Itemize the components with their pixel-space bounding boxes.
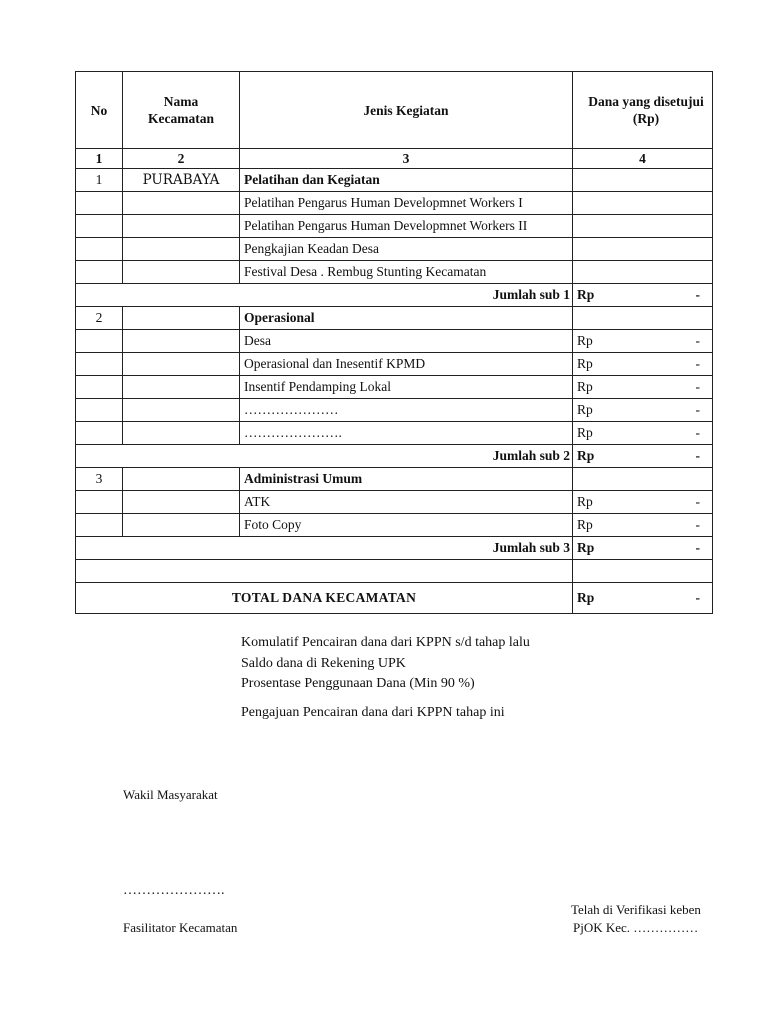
- subtotal-row: [76, 445, 713, 468]
- amount-cell: [573, 261, 713, 284]
- item-row: [76, 399, 713, 422]
- section-title: Operasional: [240, 307, 573, 330]
- amount: [577, 494, 708, 510]
- amount: [577, 517, 708, 533]
- amount-cell: [573, 399, 713, 422]
- kecamatan-cell: [123, 376, 240, 399]
- amount-cell: [573, 583, 713, 614]
- header-dana: Dana yang disetujui (Rp): [573, 72, 713, 149]
- table-header-row: [76, 72, 713, 149]
- column-number: 2: [123, 149, 240, 169]
- section-title: Administrasi Umum: [240, 468, 573, 491]
- item-row: [76, 422, 713, 445]
- item-label: …………………: [240, 399, 573, 422]
- currency-label: Rp: [577, 402, 593, 417]
- amount-cell: [573, 537, 713, 560]
- kecamatan-cell: [123, 261, 240, 284]
- row-number: 1: [76, 169, 123, 192]
- amount: [577, 356, 708, 372]
- row-number: [76, 422, 123, 445]
- kecamatan-cell: [123, 330, 240, 353]
- row-number: [76, 399, 123, 422]
- wakil-masyarakat-label: Wakil Masyarakat: [123, 787, 218, 802]
- item-label: Festival Desa . Rembug Stunting Kecamatan: [240, 261, 573, 284]
- amount-cell: [573, 468, 713, 491]
- kecamatan-cell: [123, 491, 240, 514]
- currency-label: Rp: [577, 590, 595, 605]
- budget-table: [75, 71, 713, 614]
- amount-value: -: [695, 448, 700, 463]
- item-label: Foto Copy: [240, 514, 573, 537]
- note-pengajuan: Pengajuan Pencairan dana dari KPPN tahap ini: [241, 704, 505, 720]
- currency-label: Rp: [577, 379, 593, 394]
- amount-cell: [573, 330, 713, 353]
- kecamatan-cell: [123, 353, 240, 376]
- kecamatan-cell: [123, 238, 240, 261]
- kecamatan-cell: [123, 192, 240, 215]
- amount-cell: [573, 284, 713, 307]
- amount-cell: [573, 169, 713, 192]
- amount-cell: [573, 353, 713, 376]
- amount-value: -: [695, 494, 700, 509]
- blank-row: [76, 560, 713, 583]
- currency-label: Rp: [577, 494, 593, 509]
- kecamatan-cell: [123, 399, 240, 422]
- subtotal-row: [76, 537, 713, 560]
- column-number-row: [76, 149, 713, 169]
- header-kegiatan: Jenis Kegiatan: [240, 72, 573, 149]
- amount-value: -: [695, 425, 700, 440]
- note-prosentase: Prosentase Penggunaan Dana (Min 90 %): [241, 676, 475, 691]
- signature-dots: ………………….: [123, 883, 225, 898]
- item-label: Pelatihan Pengarus Human Developmnet Workers I: [240, 192, 573, 215]
- amount-cell: [573, 422, 713, 445]
- section-row: [76, 468, 713, 491]
- amount: [577, 379, 708, 395]
- verifikasi-label: Telah di Verifikasi keben: [571, 902, 701, 917]
- amount-value: -: [695, 517, 700, 532]
- section-row: [76, 169, 713, 192]
- column-number: 4: [573, 149, 713, 169]
- amount-value: -: [695, 402, 700, 417]
- kecamatan-cell: [123, 307, 240, 330]
- item-row: [76, 491, 713, 514]
- row-number: [76, 261, 123, 284]
- row-number: [76, 353, 123, 376]
- amount-value: -: [695, 356, 700, 371]
- row-number: 2: [76, 307, 123, 330]
- pjok-label: PjOK Kec. ……………: [573, 920, 699, 935]
- item-row: [76, 215, 713, 238]
- row-number: [76, 215, 123, 238]
- header-kecamatan: Nama Kecamatan: [123, 72, 240, 149]
- item-row: [76, 192, 713, 215]
- note-kumulatif: Komulatif Pencairan dana dari KPPN s/d tahap lalu: [241, 635, 530, 650]
- item-row: [76, 353, 713, 376]
- subtotal-label: Jumlah sub 3: [76, 537, 573, 560]
- subtotal-label: Jumlah sub 2: [76, 445, 573, 468]
- currency-label: Rp: [577, 448, 595, 463]
- currency-label: Rp: [577, 356, 593, 371]
- column-number: 3: [240, 149, 573, 169]
- section-row: [76, 307, 713, 330]
- row-number: 3: [76, 468, 123, 491]
- amount: [577, 333, 708, 349]
- notes-block: [241, 633, 530, 723]
- item-row: [76, 261, 713, 284]
- amount-value: -: [695, 540, 700, 555]
- amount-value: -: [695, 379, 700, 394]
- currency-label: Rp: [577, 287, 595, 302]
- item-label: Pelatihan Pengarus Human Developmnet Workers II: [240, 215, 573, 238]
- item-row: [76, 376, 713, 399]
- item-label: ATK: [240, 491, 573, 514]
- fasilitator-label: Fasilitator Kecamatan: [123, 920, 238, 935]
- amount-cell: [573, 215, 713, 238]
- subtotal-row: [76, 284, 713, 307]
- kecamatan-cell: [123, 468, 240, 491]
- row-number: [76, 192, 123, 215]
- blank-cell: [76, 560, 573, 583]
- item-label: Operasional dan Inesentif KPMD: [240, 353, 573, 376]
- item-label: Pengkajian Keadan Desa: [240, 238, 573, 261]
- kecamatan-cell: [123, 422, 240, 445]
- column-number: 1: [76, 149, 123, 169]
- item-label: Insentif Pendamping Lokal: [240, 376, 573, 399]
- row-number: [76, 376, 123, 399]
- row-number: [76, 514, 123, 537]
- total-row: [76, 583, 713, 614]
- item-row: [76, 238, 713, 261]
- blank-cell: [573, 560, 713, 583]
- currency-label: Rp: [577, 333, 593, 348]
- item-label: ………………….: [240, 422, 573, 445]
- amount-cell: [573, 238, 713, 261]
- amount-cell: [573, 376, 713, 399]
- amount-value: -: [695, 333, 700, 348]
- section-title: Pelatihan dan Kegiatan: [240, 169, 573, 192]
- row-number: [76, 330, 123, 353]
- amount-cell: [573, 445, 713, 468]
- item-row: [76, 514, 713, 537]
- item-label: Desa: [240, 330, 573, 353]
- amount-cell: [573, 192, 713, 215]
- amount: [577, 425, 708, 441]
- total-label: TOTAL DANA KECAMATAN: [76, 583, 573, 614]
- amount-cell: [573, 307, 713, 330]
- amount: [577, 590, 708, 606]
- amount-cell: [573, 491, 713, 514]
- kecamatan-cell: PURABAYA: [123, 169, 240, 192]
- amount: [577, 448, 708, 464]
- subtotal-label: Jumlah sub 1: [76, 284, 573, 307]
- item-row: [76, 330, 713, 353]
- header-no: No: [76, 72, 123, 149]
- currency-label: Rp: [577, 540, 595, 555]
- row-number: [76, 238, 123, 261]
- kecamatan-cell: [123, 514, 240, 537]
- note-saldo: Saldo dana di Rekening UPK: [241, 655, 406, 671]
- amount: [577, 540, 708, 556]
- amount: [577, 402, 708, 418]
- currency-label: Rp: [577, 425, 593, 440]
- currency-label: Rp: [577, 517, 593, 532]
- kecamatan-cell: [123, 215, 240, 238]
- amount: [577, 287, 708, 303]
- amount-value: -: [695, 590, 700, 605]
- amount-cell: [573, 514, 713, 537]
- amount-value: -: [695, 287, 700, 302]
- row-number: [76, 491, 123, 514]
